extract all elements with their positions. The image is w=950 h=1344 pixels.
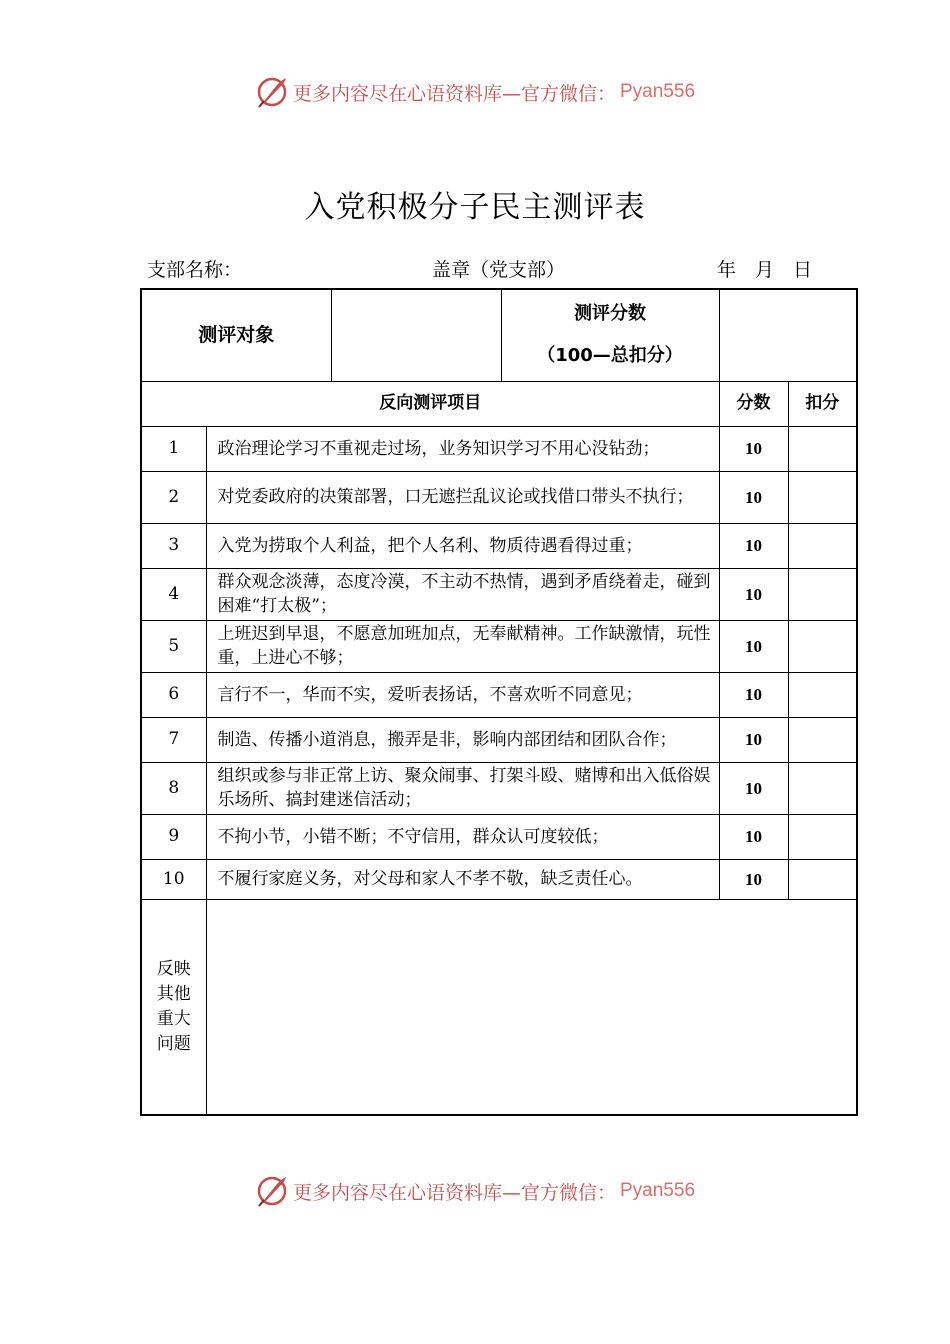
item-score: 10 [719,814,788,859]
table-row [141,859,857,899]
item-deduct-cell[interactable] [788,672,857,717]
table-row [141,717,857,762]
subject-label: 测评对象 [141,289,331,381]
item-text: 言行不一，华而不实，爱听表扬话，不喜欢听不同意见； [206,672,719,717]
watermark-handle: Pyan556 [620,81,696,102]
item-text: 政治理论学习不重视走过场，业务知识学习不用心没钻劲； [206,426,719,471]
item-number: 7 [141,717,206,762]
table-row [141,814,857,859]
seal-label: 盖章（党支部） [432,259,566,281]
section-header-row [141,381,857,426]
item-number: 10 [141,859,206,899]
item-deduct-cell[interactable] [788,568,857,620]
section-title: 反向测评项目 [141,381,719,426]
item-text: 入党为捞取个人利益，把个人名利、物质待遇看得过重； [206,523,719,568]
item-deduct-cell[interactable] [788,426,857,471]
watermark-text: 更多内容尽在心语资料库—官方微信： [292,1181,616,1204]
item-text: 不拘小节，小错不断；不守信用，群众认可度较低； [206,814,719,859]
score-column-header: 分数 [719,381,788,426]
other-issues-label-text: 反映其他重大问题 [156,958,191,1054]
score-header-cell [501,289,719,381]
item-number: 4 [141,568,206,620]
table-row [141,620,857,672]
item-text: 群众观念淡薄，态度冷漠，不主动不热情，遇到矛盾绕着走，碰到困难“打太极”； [206,568,719,620]
item-score: 10 [719,426,788,471]
table-row [141,426,857,471]
item-number: 3 [141,523,206,568]
item-number: 5 [141,620,206,672]
item-text: 上班迟到早退，不愿意加班加点，无奉献精神。工作缺激情，玩性重，上进心不够； [206,620,719,672]
item-score: 10 [719,523,788,568]
table-row [141,523,857,568]
item-number: 8 [141,762,206,814]
item-score: 10 [719,568,788,620]
table-row [141,672,857,717]
other-issues-input[interactable] [206,899,857,1115]
deduct-column-header: 扣分 [788,381,857,426]
watermark-banner [0,72,950,112]
item-number: 9 [141,814,206,859]
date-label: 年 月 日 [717,259,813,281]
branch-name-label: 支部名称： [147,259,243,281]
item-deduct-cell[interactable] [788,814,857,859]
table-row [141,568,857,620]
quill-in-circle-logo-icon [255,75,289,109]
evaluation-table [140,288,858,1116]
watermark-text: 更多内容尽在心语资料库—官方微信： [292,82,616,105]
item-number: 2 [141,471,206,523]
table-row [141,471,857,523]
watermark-handle: Pyan556 [620,1180,696,1201]
total-score-cell[interactable] [719,289,857,381]
item-deduct-cell[interactable] [788,523,857,568]
quill-in-circle-logo-icon [255,1174,289,1208]
item-score: 10 [719,620,788,672]
table-row [141,762,857,814]
page-title: 入党积极分子民主测评表 [304,190,646,225]
item-text: 制造、传播小道消息，搬弄是非，影响内部团结和团队合作； [206,717,719,762]
score-label-line1: 测评分数 [574,303,647,325]
item-text: 组织或参与非正常上访、聚众闹事、打架斗殴、赌博和出入低俗娱乐场所、搞封建迷信活动； [206,762,719,814]
item-score: 10 [719,859,788,899]
item-text: 对党委政府的决策部署，口无遮拦乱议论或找借口带头不执行； [206,471,719,523]
item-text: 不履行家庭义务，对父母和家人不孝不敬，缺乏责任心。 [206,859,719,899]
score-label-line2: （100—总扣分） [537,345,683,367]
item-number: 1 [141,426,206,471]
item-deduct-cell[interactable] [788,859,857,899]
header-row [141,289,857,381]
watermark-banner-bottom [0,1171,950,1211]
item-deduct-cell[interactable] [788,620,857,672]
other-issues-row [141,899,857,1115]
item-deduct-cell[interactable] [788,717,857,762]
item-deduct-cell[interactable] [788,471,857,523]
item-deduct-cell[interactable] [788,762,857,814]
other-issues-label [141,899,206,1115]
item-score: 10 [719,672,788,717]
subject-name-cell[interactable] [331,289,501,381]
item-score: 10 [719,762,788,814]
item-score: 10 [719,471,788,523]
item-score: 10 [719,717,788,762]
form-meta-row [147,255,837,285]
item-number: 6 [141,672,206,717]
